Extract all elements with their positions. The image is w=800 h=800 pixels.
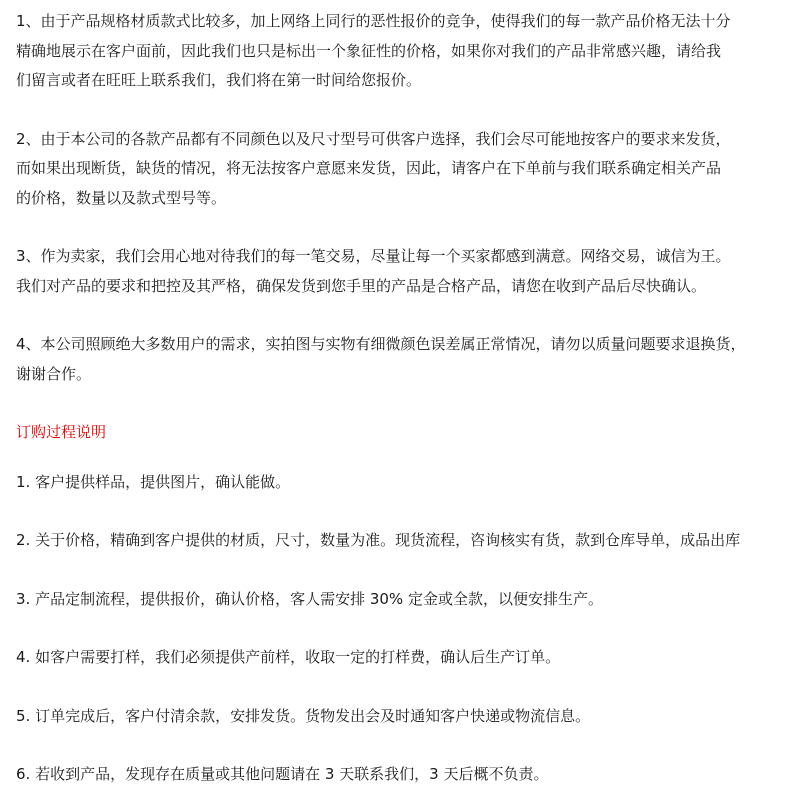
notice-2-line-3: 的价格，数量以及款式型号等。 (16, 188, 227, 207)
order-step-3: 3. 产品定制流程，提供报价，确认价格，客人需安排 30% 定金或全款，以便安排生产。 (16, 589, 603, 608)
notice-paragraph-4 (16, 330, 796, 389)
order-step-2: 2. 关于价格，精确到客户提供的材质，尺寸，数量为准。现货流程，咨询核实有货，款到仓库导单，成品出库 (16, 531, 741, 549)
notice-1-line-1: 1、由于产品规格材质款式比较多，加上网络上同行的恶性报价的竞争，使得我们的每一款产品价格无法十分 (16, 12, 731, 30)
notice-paragraph-3 (16, 242, 796, 301)
order-step-1: 1. 客户提供样品，提供图片，确认能做。 (16, 472, 291, 491)
order-step-6: 6. 若收到产品，发现存在质量或其他问题请在 3 天联系我们，3 天后概不负责。 (16, 765, 549, 783)
notice-1-line-2: 精确地展示在客户面前，因此我们也只是标出一个象征性的价格，如果你对我们的产品非常感兴趣，请给我 (16, 41, 722, 60)
notice-2-line-2: 而如果出现断货，缺货的情况，将无法按客户意愿来发货，因此，请客户在下单前与我们联系确定相关产品 (16, 159, 722, 177)
order-step-4: 4. 如客户需要打样，我们必须提供产前样，收取一定的打样费，确认后生产订单。 (16, 648, 561, 666)
notice-4-line-1: 4、本公司照顾绝大多数用户的需求，实拍图与实物有细微颜色误差属正常情况，请勿以质量问题要求退换货， (16, 335, 746, 353)
notice-paragraph-1 (16, 7, 796, 96)
notice-3-line-1: 3、作为卖家，我们会用心地对待我们的每一笔交易，尽量让每一个买家都感到满意。网络交易，诚信为王。 (16, 247, 731, 265)
order-step-5: 5. 订单完成后，客户付清余款，安排发货。货物发出会及时通知客户快递或物流信息。 (16, 706, 591, 725)
notice-document (16, 7, 796, 790)
notice-2-line-1: 2、由于本公司的各款产品都有不同颜色以及尺寸型号可供客户选择，我们会尽可能地按客户的要求来发货， (16, 129, 731, 148)
notice-paragraph-2 (16, 125, 796, 214)
notice-4-line-2: 谢谢合作。 (16, 364, 92, 383)
order-process-heading: 订购过程说明 (16, 423, 107, 441)
notice-1-line-3: 们留言或者在旺旺上联系我们，我们将在第一时间给您报价。 (16, 71, 422, 89)
notice-3-line-2: 我们对产品的要求和把控及其严格，确保发货到您手里的产品是合格产品，请您在收到产品后尽快确认。 (16, 276, 707, 295)
